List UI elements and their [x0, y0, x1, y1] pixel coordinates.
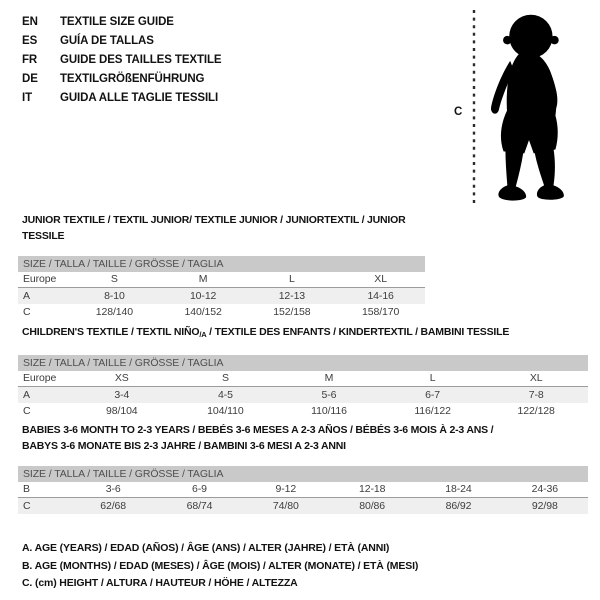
table-row — [18, 272, 425, 288]
size-value-cell: 104/110 — [207, 405, 244, 417]
size-header-bar: SIZE / TALLA / TAILLE / GRÖSSE / TAGLIA — [18, 466, 588, 482]
row-label: Europe — [23, 372, 57, 384]
row-label: C — [23, 306, 31, 318]
size-value-cell: XL — [374, 273, 387, 285]
table-title-text: /A — [199, 330, 207, 339]
size-value-cell: 3-4 — [114, 389, 130, 401]
language-row — [22, 13, 222, 32]
baby-silhouette-icon — [480, 10, 578, 208]
table-title-line — [22, 438, 588, 454]
size-value-cell: L — [429, 372, 436, 384]
size-value-cell: 12-13 — [278, 290, 306, 302]
size-value-cell: L — [289, 273, 295, 285]
row-label: C — [23, 405, 31, 417]
table-title-line — [22, 212, 425, 244]
size-value-cell: M — [198, 273, 208, 285]
language-title: GUIDA ALLE TAGLIE TESSILI — [60, 92, 219, 104]
size-value-cell: 110/116 — [311, 405, 347, 417]
table-title-line — [22, 324, 588, 343]
size-value-cell: 158/170 — [361, 306, 400, 318]
legend-notes — [18, 540, 418, 593]
size-value-cell: 18-24 — [445, 483, 472, 495]
table-title-text: CHILDREN'S TEXTILE / TEXTIL NIÑO — [22, 326, 200, 338]
language-title: TEXTILE SIZE GUIDE — [60, 16, 174, 28]
table-row — [18, 304, 425, 320]
size-value-cell: 24-36 — [531, 483, 558, 495]
baby-figure-area — [450, 8, 582, 210]
language-code: DE — [22, 73, 38, 85]
size-value-cell: 9-12 — [275, 483, 297, 495]
language-row — [22, 89, 222, 108]
size-table — [18, 422, 588, 514]
row-label: B — [23, 483, 30, 495]
language-title: TEXTILGRÖßENFÜHRUNG — [60, 73, 205, 85]
size-table — [18, 212, 425, 320]
legend-note: A. AGE (YEARS) / EDAD (AÑOS) / ÂGE (ANS) / ALTER (JAHRE) / ETÀ (ANNI) — [22, 542, 390, 554]
language-title: GUÍA DE TALLAS — [60, 35, 154, 47]
table-title-line — [22, 422, 588, 438]
legend-note: C. (cm) HEIGHT / ALTURA / HAUTEUR / HÖHE / ALTEZZA — [22, 577, 298, 589]
size-value-cell: 7-8 — [528, 389, 544, 401]
size-value-cell: 80/86 — [359, 500, 386, 512]
table-row — [18, 498, 588, 514]
table-row — [18, 403, 588, 419]
table-row — [18, 371, 588, 387]
table-title — [18, 422, 588, 454]
language-code: EN — [22, 16, 38, 28]
size-value-cell: 128/140 — [95, 306, 133, 318]
size-value-cell: 5-6 — [321, 389, 337, 401]
size-value-cell: XL — [529, 372, 543, 384]
table-row — [18, 387, 588, 403]
language-list — [22, 13, 222, 108]
size-value-cell: S — [221, 372, 229, 384]
size-header-bar: SIZE / TALLA / TAILLE / GRÖSSE / TAGLIA — [18, 355, 588, 371]
language-row — [22, 70, 222, 89]
size-value-cell: 116/122 — [414, 405, 451, 417]
language-row — [22, 32, 222, 51]
size-value-cell: S — [110, 273, 118, 285]
size-value-cell: 140/152 — [184, 306, 222, 318]
size-value-cell: 92/98 — [531, 500, 558, 512]
height-c-label: C — [454, 106, 463, 118]
size-value-cell: 8-10 — [104, 290, 125, 302]
table-row — [18, 482, 588, 498]
size-value-cell: 122/128 — [517, 405, 555, 417]
height-dotted-line — [472, 8, 476, 208]
size-value-cell: 68/74 — [186, 500, 213, 512]
language-code: ES — [22, 35, 38, 47]
table-title — [18, 212, 425, 244]
size-value-cell: 62/68 — [100, 500, 127, 512]
language-code: FR — [22, 54, 38, 66]
table-title-text: / TEXTILE DES ENFANTS / KINDERTEXTIL / BAMBINI TESSILE — [206, 326, 510, 338]
language-row — [22, 51, 222, 70]
size-table — [18, 324, 588, 419]
table-title — [18, 324, 588, 343]
size-value-cell: 6-7 — [425, 389, 441, 401]
row-label: Europe — [23, 273, 57, 285]
language-title: GUIDE DES TAILLES TEXTILE — [60, 54, 222, 66]
row-label: A — [23, 389, 30, 401]
table-title-text: BABIES 3-6 MONTH TO 2-3 YEARS / BEBÉS 3-6 MESES A 2-3 AÑOS / BÉBÉS 3-6 MOIS À 2-3 ANS / — [22, 424, 494, 436]
size-value-cell: 6-9 — [192, 483, 207, 495]
size-value-cell: 74/80 — [272, 500, 299, 512]
size-value-cell: M — [324, 372, 334, 384]
legend-note: B. AGE (MONTHS) / EDAD (MESES) / ÂGE (MOIS) / ALTER (MONATE) / ETÀ (MESI) — [22, 559, 419, 572]
size-value-cell: 12-18 — [358, 483, 386, 495]
size-value-cell: 98/104 — [106, 405, 138, 417]
table-title-text: BABYS 3-6 MONATE BIS 2-3 JAHRE / BAMBINI 3-6 MESI A 2-3 ANNI — [22, 440, 346, 452]
row-label: A — [23, 290, 30, 302]
row-label: C — [23, 500, 31, 512]
table-title-text: JUNIOR TEXTILE / TEXTIL JUNIOR/ TEXTILE JUNIOR / JUNIORTEXTIL / JUNIOR TESSILE — [22, 214, 406, 242]
table-row — [18, 288, 425, 304]
size-value-cell: XS — [114, 372, 129, 384]
size-value-cell: 4-5 — [217, 389, 233, 401]
size-value-cell: 86/92 — [445, 500, 472, 512]
size-value-cell: 14-16 — [367, 290, 394, 302]
size-value-cell: 3-6 — [105, 483, 121, 495]
size-header-bar: SIZE / TALLA / TAILLE / GRÖSSE / TAGLIA — [18, 256, 425, 272]
size-value-cell: 152/158 — [273, 306, 311, 318]
size-value-cell: 10-12 — [189, 290, 217, 302]
language-code: IT — [22, 92, 33, 104]
